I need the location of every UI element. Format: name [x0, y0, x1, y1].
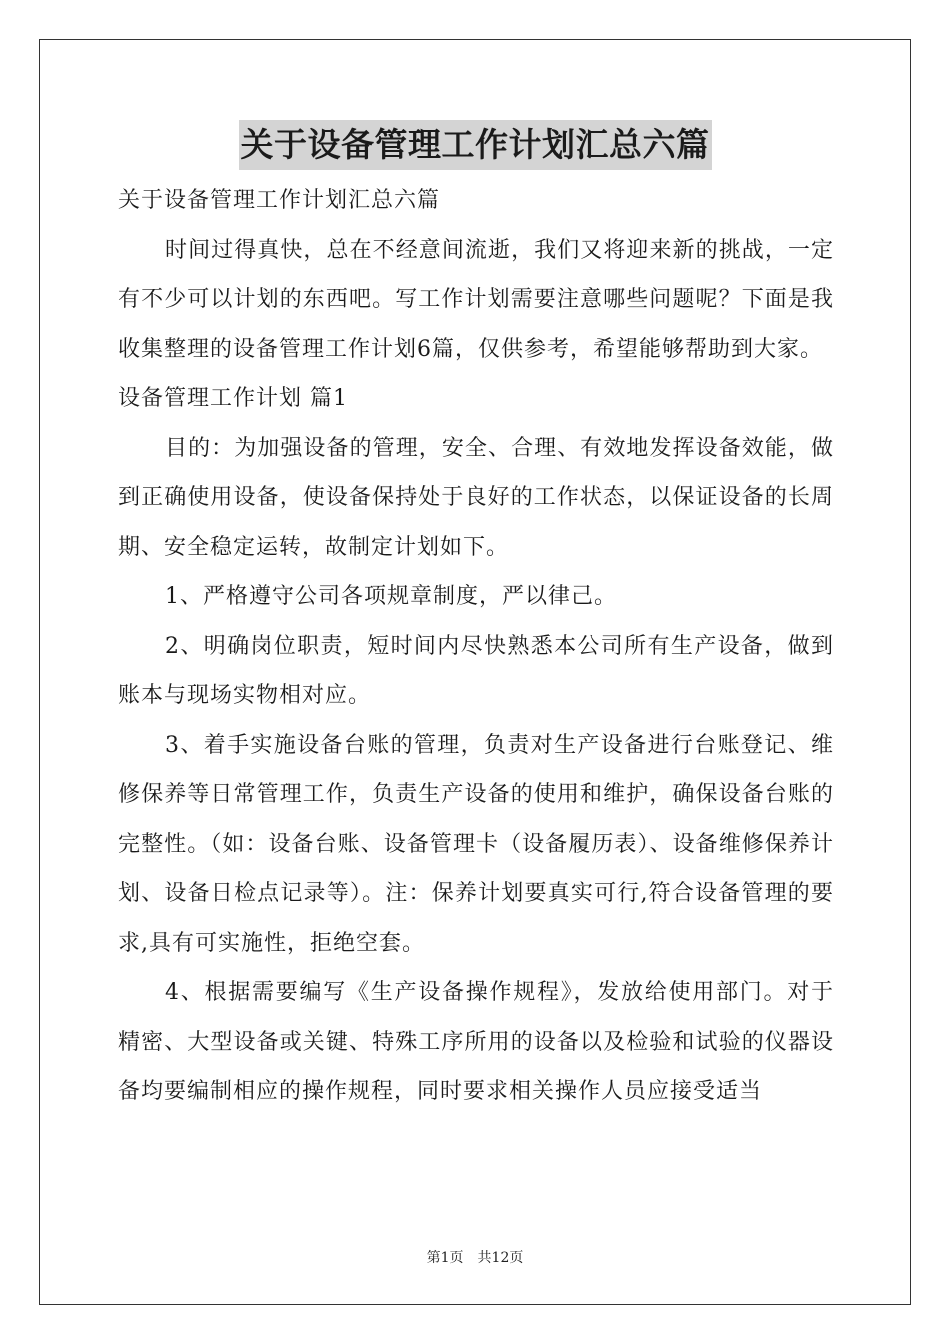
- paragraph: 关于设备管理工作计划汇总六篇: [118, 188, 441, 213]
- page-footer: [0, 1247, 950, 1267]
- page-number: 第1页: [426, 1250, 464, 1266]
- section-heading: 设备管理工作计划 篇1: [118, 386, 348, 411]
- list-item: 1、严格遵守公司各项规章制度，严以律己。: [165, 584, 617, 609]
- paragraph: 时间过得真快，总在不经意间流逝，我们又将迎来新的挑战，一定有不少可以计划的东西吧。写工作计划需要注意哪些问题呢？下面是我收集整理的设备管理工作计划6篇，仅供参考，希望能够帮助到大家。: [118, 237, 834, 362]
- paragraph: 目的：为加强设备的管理，安全、合理、有效地发挥设备效能，做到正确使用设备，使设备保持处于良好的工作状态，以保证设备的长周期、安全稳定运转，故制定计划如下。: [118, 435, 834, 560]
- list-item: 2、明确岗位职责，短时间内尽快熟悉本公司所有生产设备，做到账本与现场实物相对应。: [118, 633, 834, 708]
- document-body: [118, 176, 834, 1117]
- document-title: 关于设备管理工作计划汇总六篇: [239, 120, 712, 170]
- title-container: [0, 120, 950, 170]
- list-item: 4、根据需要编写《生产设备操作规程》，发放给使用部门。对于精密、大型设备或关键、特殊工序所用的设备以及检验和试验的仪器设备均要编制相应的操作规程，同时要求相关操作人员应接受适当: [118, 980, 834, 1104]
- page-total: 共12页: [477, 1250, 524, 1266]
- list-item: 3、着手实施设备台账的管理，负责对生产设备进行台账登记、维修保养等日常管理工作，负责生产设备的使用和维护，确保设备台账的完整性。（如：设备台账、设备管理卡（设备履历表）、设备维修保养计划、设备日检点记录等）。注：保养计划要真实可行,符合设备管理的要求,具有可实施性，拒绝空套。: [118, 732, 834, 956]
